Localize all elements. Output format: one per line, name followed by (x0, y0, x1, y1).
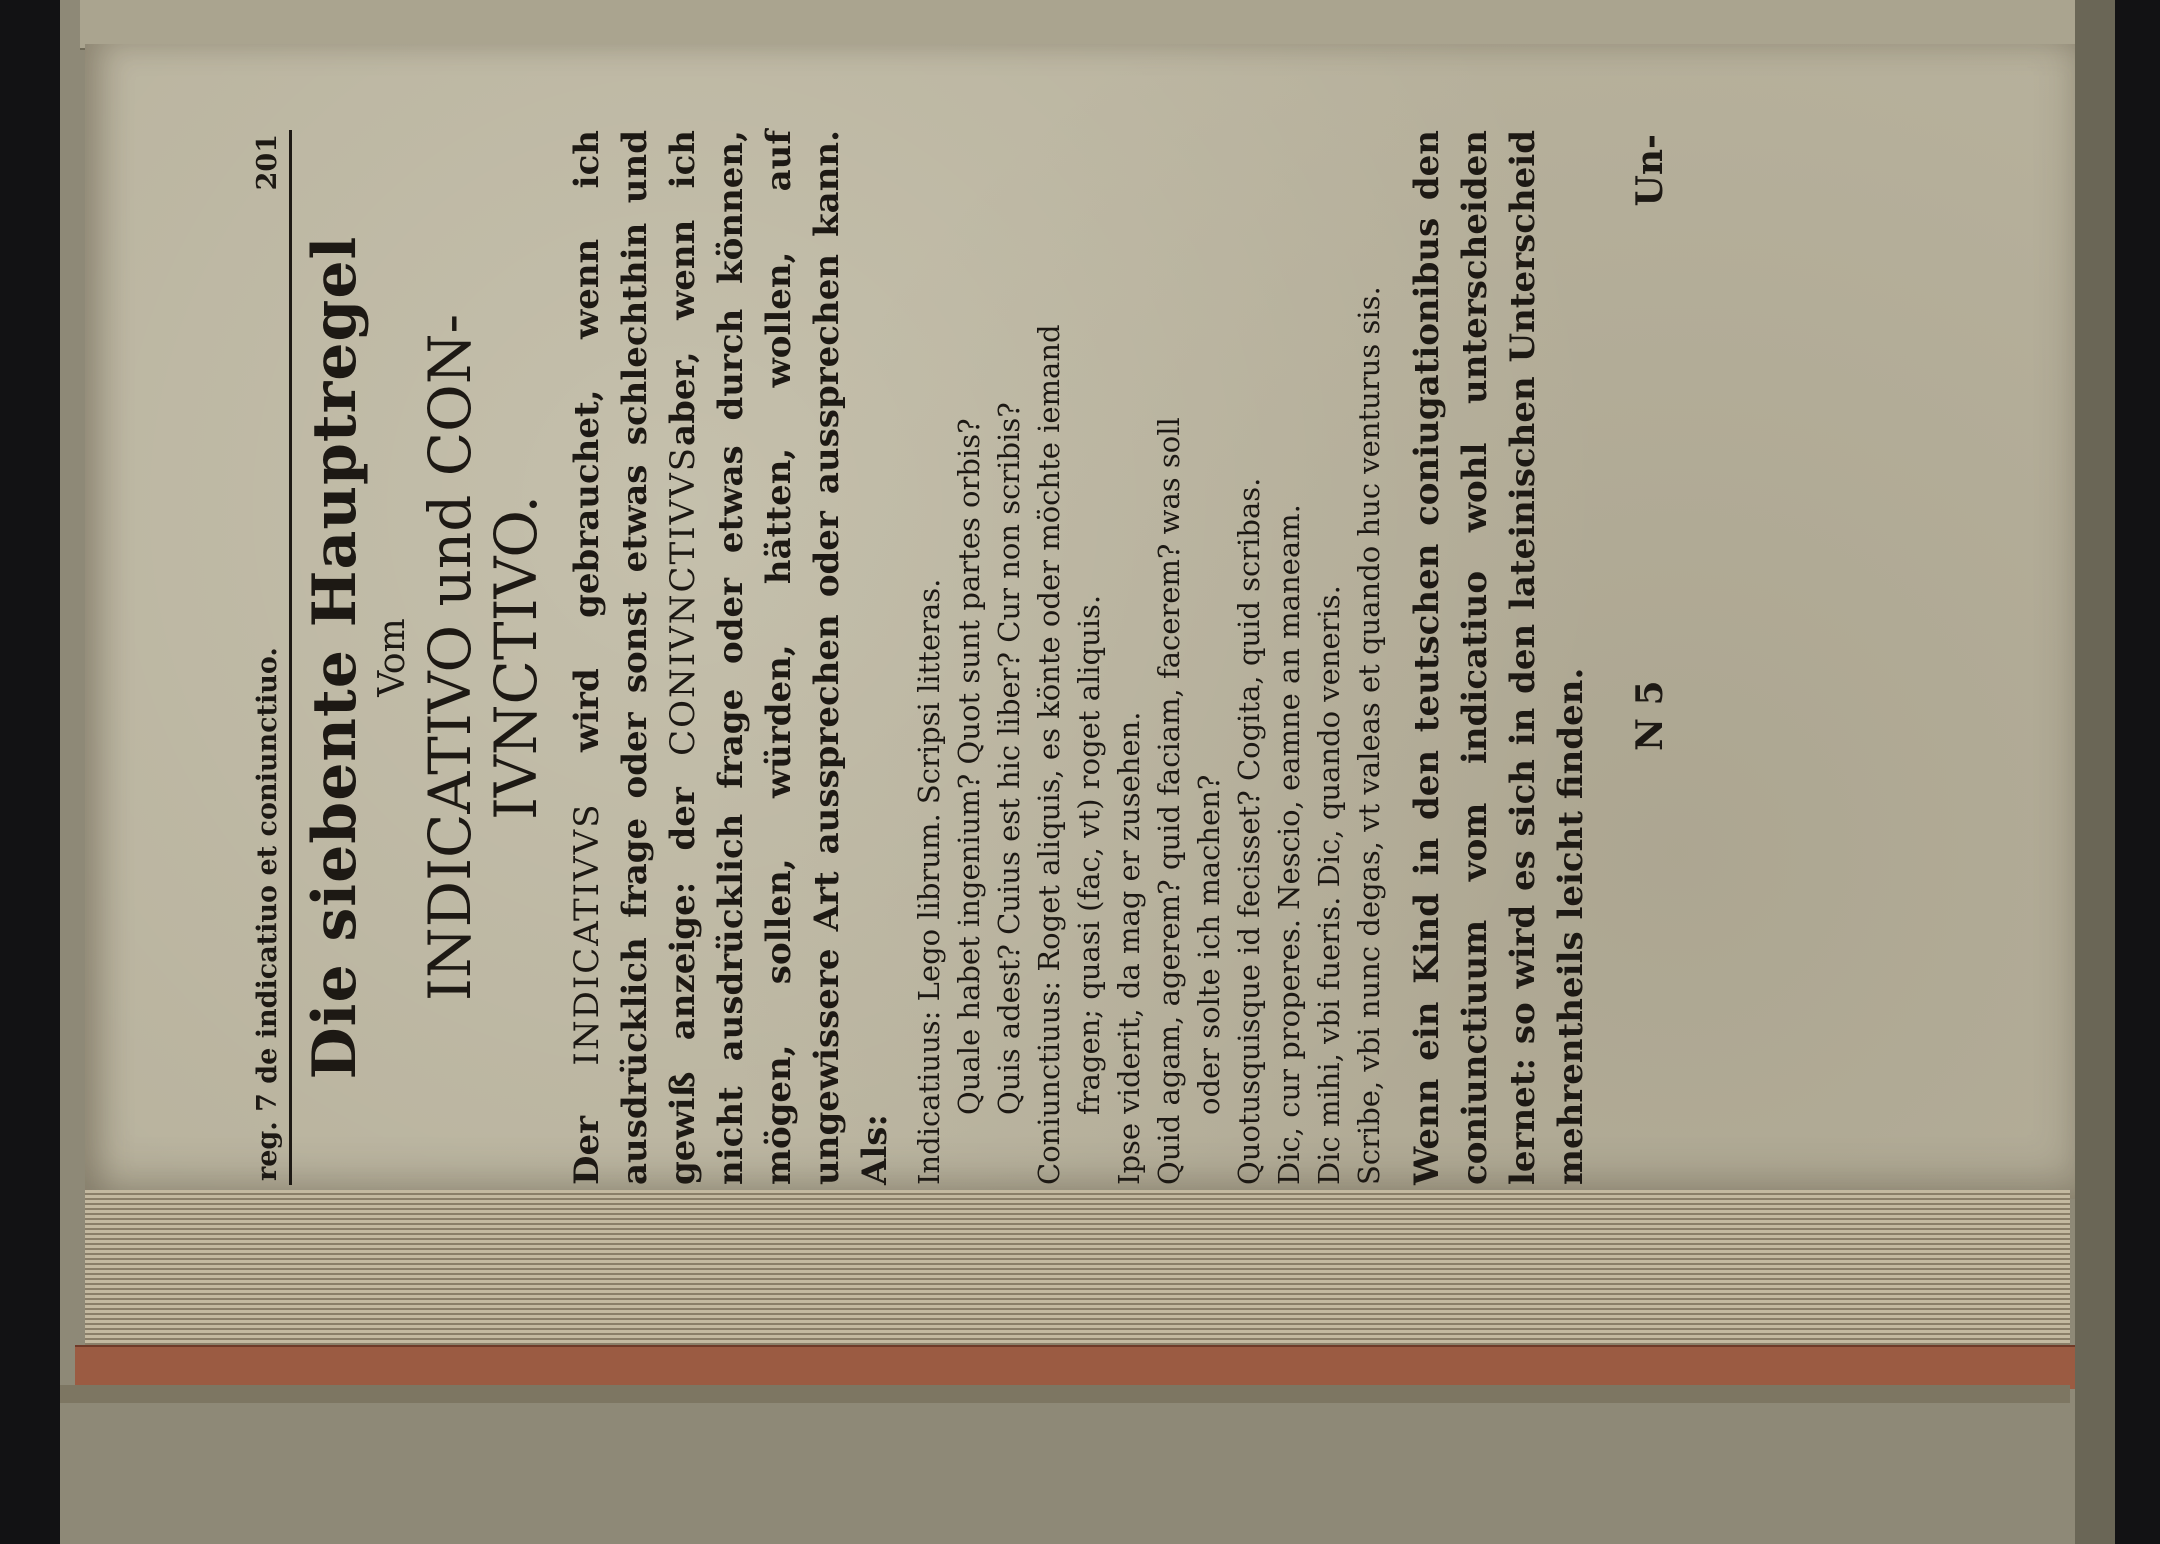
para-part-3: aber, wenn ich nicht ausdrücklich frage oder etwas durch können, mögen, sollen, würden, hätten, wollen, auf ungewissere Art aussprechen oder aussprechen kann. Als: (663, 130, 895, 1185)
para-part-2: wird gebrauchet, wenn ich ausdrücklich frage oder sonst etwas schlechthin und gewiß anzeige: der (567, 130, 703, 1185)
chapter-heading (417, 130, 549, 1185)
chapter-title: Die siebente Hauptregel (300, 235, 370, 1080)
running-header (250, 130, 292, 1185)
book-spine (2075, 0, 2115, 1544)
example-line: Quid agam, agerem? quid faciam, facerem? was soll (1152, 417, 1186, 1185)
example-line: Ipse viderit, da mag er zusehen. (1112, 711, 1146, 1185)
page-block-edges (85, 1190, 2070, 1355)
example-line: Dic, cur properes. Nescio, eamne an maneam. (1272, 504, 1306, 1185)
example-line: Coniunctiuus: Roget aliquis, es könte oder möchte iemand (1032, 324, 1066, 1185)
signature-mark: N 5 (1629, 680, 1671, 751)
page-footer (1629, 130, 1671, 1185)
term-indicativus: INDICATIVVS (567, 802, 607, 1066)
example-line: Quale habet ingenium? Quot sunt partes orbis? (952, 418, 986, 1115)
cover-board (60, 1385, 2070, 1403)
example-line: Scribe, vbi nunc degas, vt valeas et quando huc venturus sis. (1352, 286, 1386, 1185)
rule-paragraph (563, 130, 899, 1185)
heading-line-1: INDICATIVO und CON- (416, 313, 484, 1002)
page-text (250, 120, 1960, 1195)
previous-leaf-edge (80, 0, 2075, 50)
closing-paragraph: Wenn ein Kind in den teutschen coniugationibus den coniunctiuum vom indicatiuo wohl unterscheiden lernet: so wird es sich in den lateinischen Unterscheid mehrentheils leicht finden. (1407, 130, 1591, 1185)
para-part-1: Der (567, 1115, 607, 1185)
examples (909, 130, 1389, 1185)
term-coniunctivus: CONIVNCTIVVS (663, 445, 703, 756)
example-line: Quis adest? Cuius est hic liber? Cur non scribis? (992, 402, 1026, 1115)
example-line: oder solte ich machen? (1192, 774, 1226, 1115)
heading-line-2: IVNCTIVO. (482, 495, 550, 820)
red-edge (75, 1345, 2075, 1389)
running-head: reg. 7 de indicatiuo et coniunctiuo. (252, 647, 283, 1181)
example-line: Indicatiuus: Lego librum. Scripsi litteras. (912, 578, 946, 1185)
catchword: Un- (1629, 134, 1671, 207)
page-number: 201 (252, 134, 283, 191)
chapter-subtitle: Vom (372, 618, 413, 697)
example-line: Dic mihi, vbi fueris. Dic, quando veneris. (1312, 585, 1346, 1185)
example-line: Quotusquisque id fecisset? Cogita, quid scribas. (1232, 477, 1266, 1185)
example-line: fragen; quasi (fac, vt) roget aliquis. (1072, 594, 1106, 1115)
